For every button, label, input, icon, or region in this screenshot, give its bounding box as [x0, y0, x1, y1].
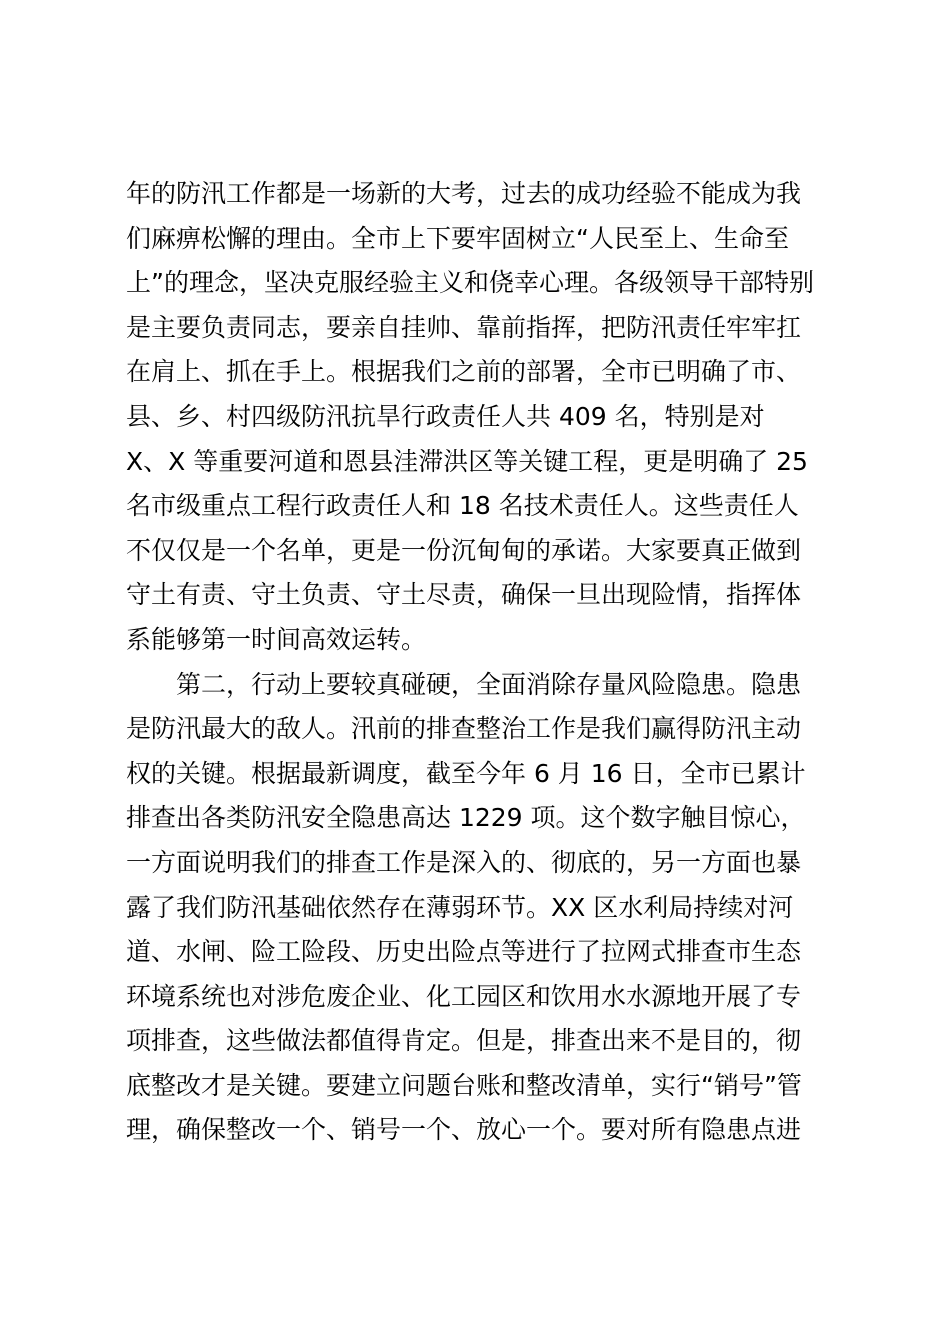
- text-line: 们麻痹松懈的理由。全市上下要牢固树立“人民至上、生命至: [126, 223, 789, 253]
- text-line: 是防汛最大的敌人。汛前的排查整治工作是我们赢得防汛主动: [126, 714, 802, 744]
- body-text: [126, 172, 836, 1153]
- text-line: 名市级重点工程行政责任人和 18 名技术责任人。这些责任人: [126, 491, 799, 521]
- text-line: 是主要负责同志，要亲自挂帅、靠前指挥，把防汛责任牢牢扛: [126, 312, 802, 342]
- text-line: 理，确保整改一个、销号一个、放心一个。要对所有隐患点进: [126, 1115, 802, 1145]
- text-line: 露了我们防汛基础依然存在薄弱环节。XX 区水利局持续对河: [126, 892, 794, 922]
- text-line: 环境系统也对涉危废企业、化工园区和饮用水水源地开展了专: [126, 981, 802, 1011]
- text-line: 底整改才是关键。要建立问题台账和整改清单，实行“销号”管: [126, 1070, 802, 1100]
- text-line: 权的关键。根据最新调度，截至今年 6 月 16 日，全市已累计: [126, 758, 806, 788]
- text-line: X、X 等重要河道和恩县洼滞洪区等关键工程，更是明确了 25: [126, 446, 808, 476]
- text-line: 县、乡、村四级防汛抗旱行政责任人共 409 名，特别是对: [126, 401, 765, 431]
- text-line: 一方面说明我们的排查工作是深入的、彻底的，另一方面也暴: [126, 847, 802, 877]
- text-line: 守土有责、守土负责、守土尽责，确保一旦出现险情，指挥体: [126, 580, 802, 610]
- text-line: 不仅仅是一个名单，更是一份沉甸甸的承诺。大家要真正做到: [126, 535, 802, 565]
- text-line: 年的防汛工作都是一场新的大考，过去的成功经验不能成为我: [126, 179, 802, 208]
- text-line: 系能够第一时间高效运转。: [126, 624, 427, 654]
- text-line: 上”的理念，坚决克服经验主义和侥幸心理。各级领导干部特别: [126, 268, 814, 298]
- text-line: 道、水闸、险工险段、历史出险点等进行了拉网式排查市生态: [126, 937, 802, 967]
- text-line: 项排查，这些做法都值得肯定。但是，排查出来不是目的，彻: [126, 1026, 802, 1056]
- text-line: 排查出各类防汛安全隐患高达 1229 项。这个数字触目惊心，: [126, 803, 806, 833]
- text-line: 在肩上、抓在手上。根据我们之前的部署，全市已明确了市、: [126, 357, 802, 387]
- paragraph-start-line: 第二，行动上要较真碰硬，全面消除存量风险隐患。隐患: [176, 669, 802, 699]
